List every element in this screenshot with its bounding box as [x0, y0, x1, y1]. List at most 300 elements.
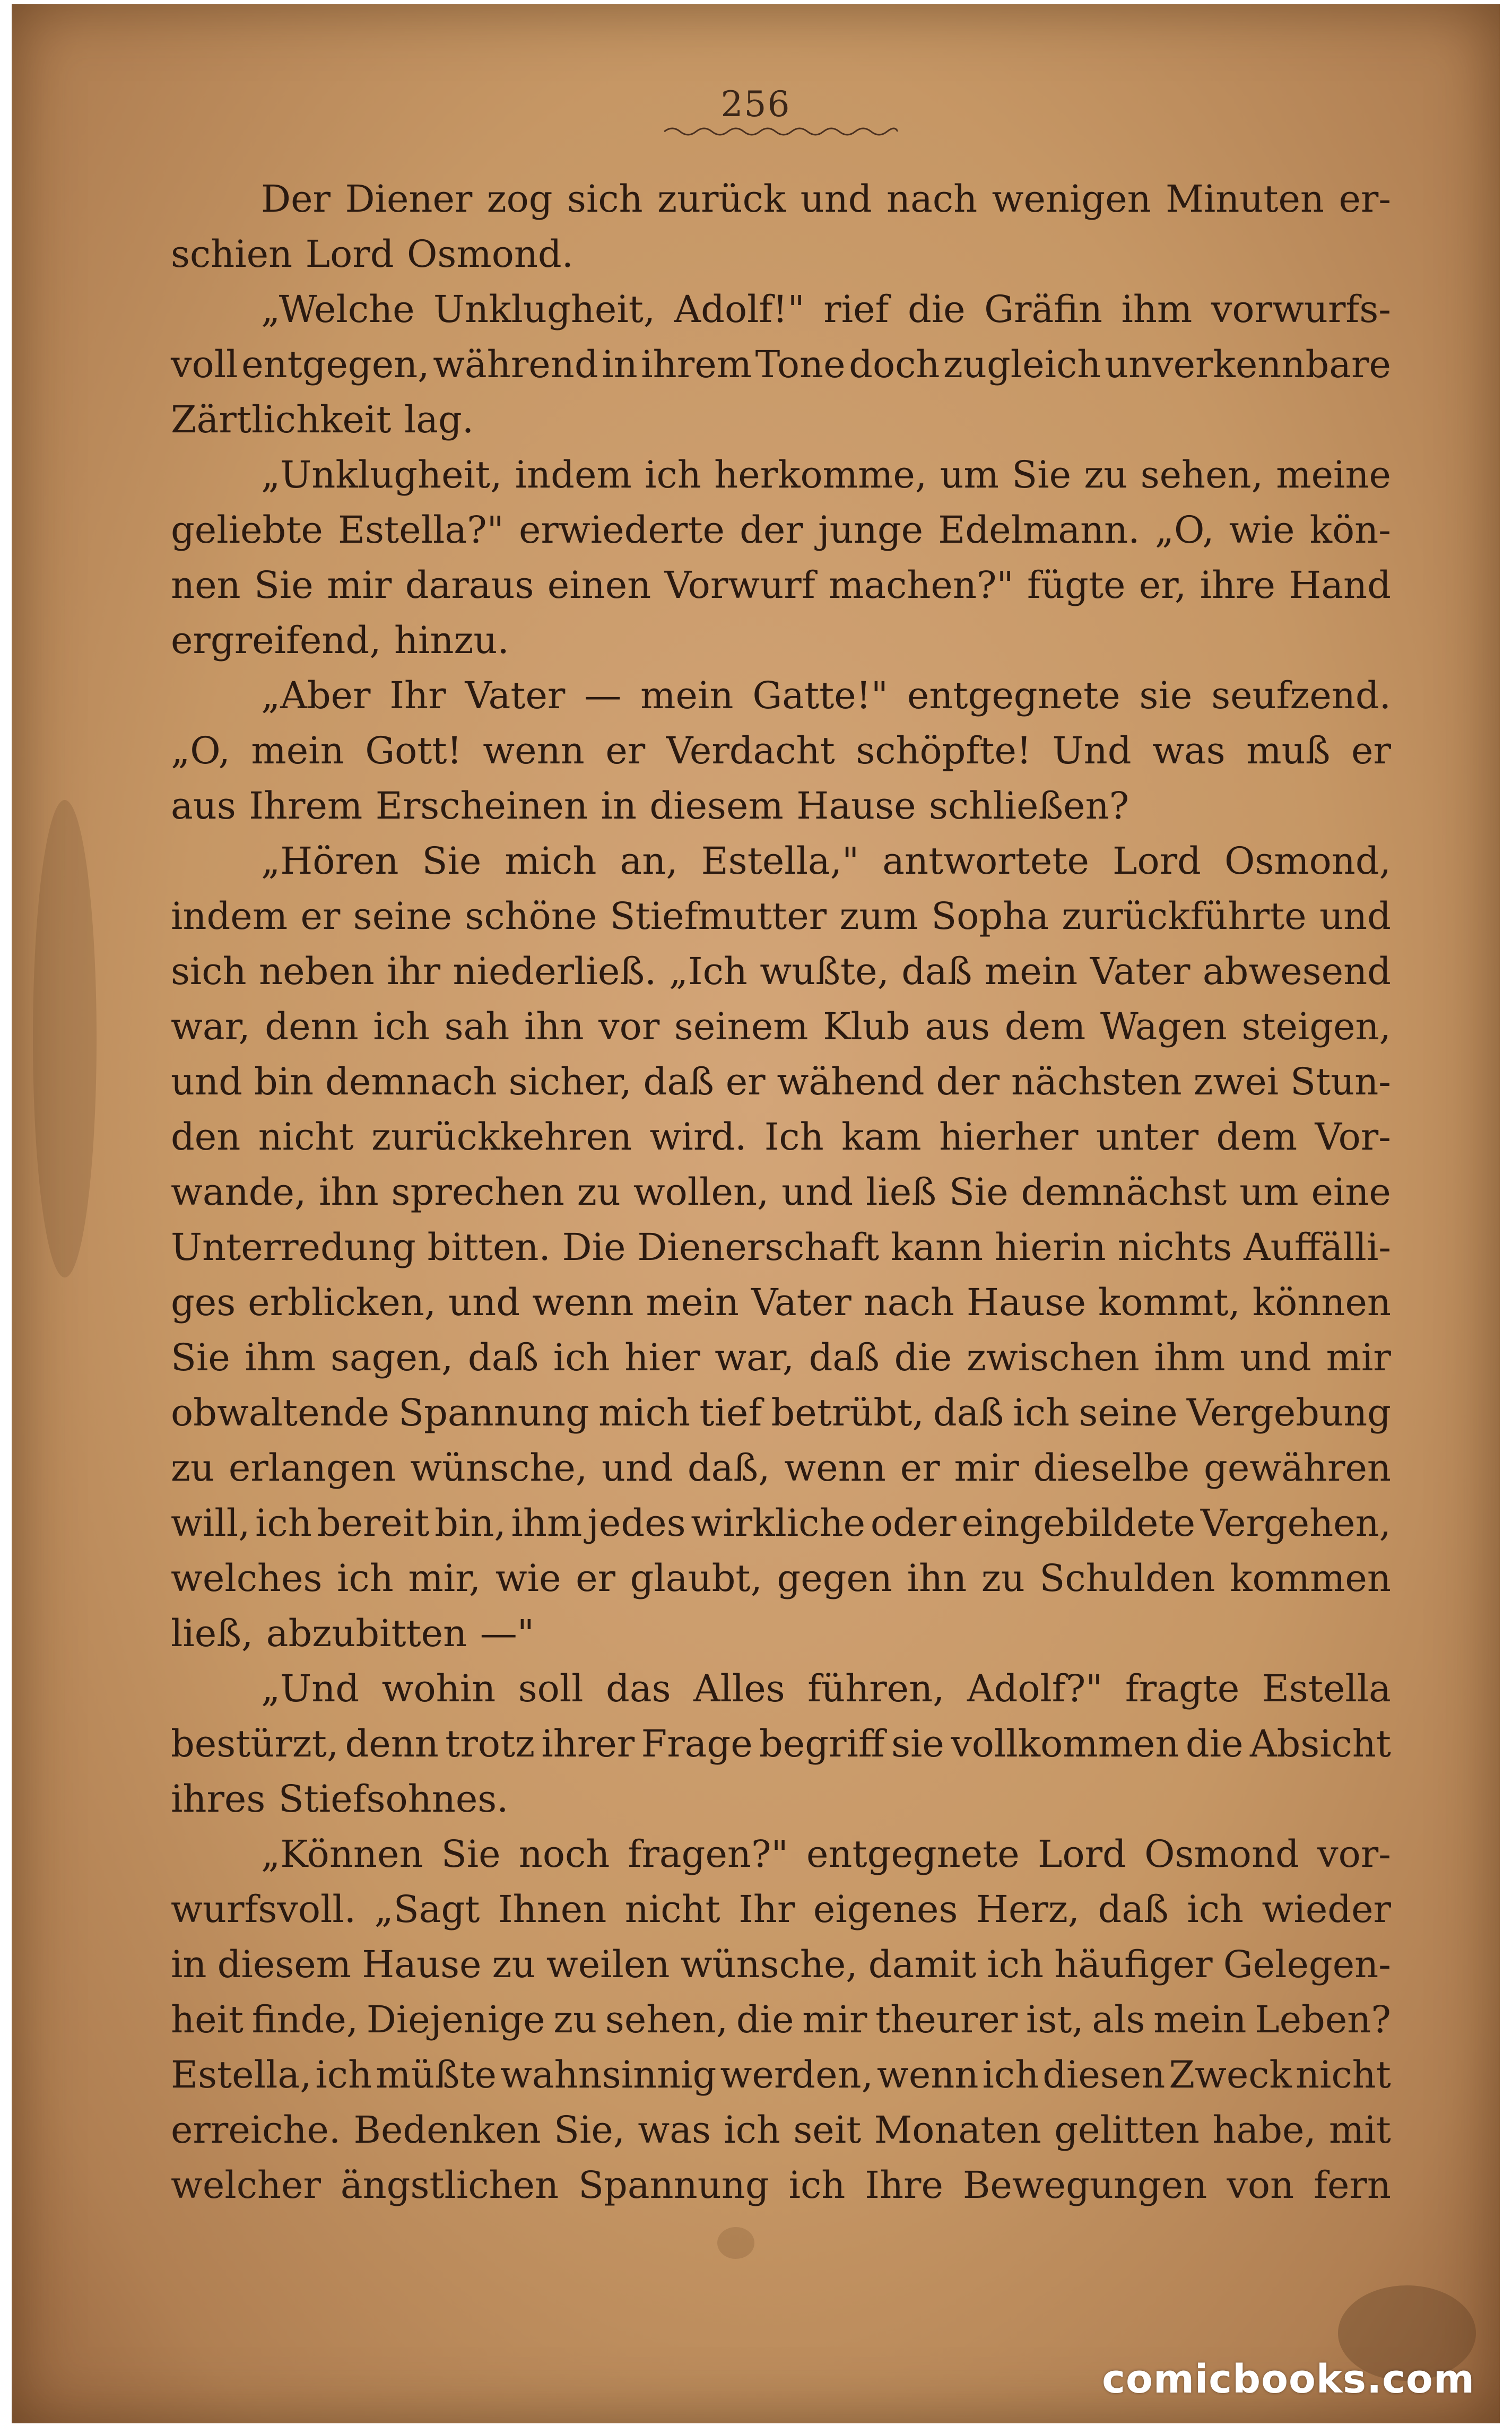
word: diesem	[649, 784, 784, 828]
word: Ich	[764, 1115, 824, 1159]
word: Adolf!"	[674, 288, 805, 331]
word: Hause	[362, 1943, 482, 1986]
word: ihn	[524, 1005, 584, 1048]
word: Vor-	[1315, 1115, 1391, 1159]
word: Vorwurf	[664, 563, 815, 607]
word: diesen	[1042, 2053, 1166, 2097]
word: in	[171, 1943, 207, 1986]
word: wie	[495, 1556, 561, 1600]
word: bitten.	[427, 1225, 551, 1269]
text-line	[171, 1882, 1391, 1937]
word: vor	[598, 1005, 660, 1048]
word: mein	[984, 950, 1078, 993]
word: der	[936, 1060, 1000, 1103]
word: vor-	[1317, 1832, 1391, 1876]
word: oder	[870, 1501, 957, 1545]
word: daß	[809, 1336, 880, 1379]
word: nach	[887, 177, 978, 221]
word: Klub	[823, 1005, 910, 1048]
word: das	[606, 1667, 671, 1710]
word: ihn	[907, 1556, 967, 1600]
text-line	[171, 1440, 1391, 1495]
word: entgegen,	[241, 343, 430, 386]
word: ihre	[1200, 563, 1275, 607]
word: Die	[562, 1225, 626, 1269]
word: schließen?	[929, 784, 1129, 828]
word: kam	[841, 1115, 922, 1159]
word: unverkennbare	[1104, 343, 1391, 386]
word: „Sagt	[374, 1888, 480, 1931]
word: hinzu.	[394, 619, 509, 662]
text-line	[171, 778, 1391, 833]
word: führen,	[807, 1667, 945, 1710]
word: daß	[933, 1391, 1004, 1434]
word: um	[1239, 1170, 1299, 1214]
word: die	[1185, 1722, 1244, 1766]
word: zu	[171, 1446, 214, 1490]
word: welcher	[171, 2163, 321, 2207]
word: ich	[788, 2163, 846, 2207]
word: demnächst	[1021, 1170, 1227, 1214]
word: zog	[486, 177, 553, 221]
word: Herz,	[976, 1888, 1080, 1931]
word: Edelmann.	[938, 508, 1140, 552]
word: nen	[171, 563, 241, 607]
word: Sie	[171, 1336, 230, 1379]
word: gewähren	[1204, 1446, 1391, 1490]
word: bin,	[435, 1501, 506, 1545]
word: müßte	[376, 2053, 497, 2097]
word: ließ,	[171, 1612, 254, 1655]
word: heit	[171, 1998, 244, 2041]
word: „Ich	[668, 950, 748, 993]
word: und	[448, 1281, 520, 1324]
word: will,	[171, 1501, 250, 1545]
word: mein	[251, 729, 344, 772]
page-number: 256	[720, 84, 791, 125]
word: zurück	[657, 177, 786, 221]
word: Alles	[693, 1667, 785, 1710]
word: wurfsvoll.	[171, 1888, 357, 1931]
word: erwiederte	[519, 508, 725, 552]
text-line	[171, 392, 1391, 447]
word: Sie	[254, 563, 314, 607]
word: ergreifend,	[171, 619, 381, 662]
word: sprechen	[391, 1170, 564, 1214]
word: zurückkehren	[371, 1115, 632, 1159]
word: antwortete	[882, 839, 1089, 883]
word: mit	[1329, 2108, 1391, 2152]
word: in	[601, 784, 637, 828]
word: Estella,	[171, 2053, 312, 2097]
text-line	[171, 2158, 1391, 2213]
word: begriff	[759, 1722, 885, 1766]
word: mir,	[408, 1556, 481, 1600]
word: fern	[1314, 2163, 1391, 2207]
word: seufzend.	[1211, 674, 1391, 717]
text-line	[171, 723, 1391, 778]
text-line	[171, 337, 1391, 392]
word: lag.	[404, 398, 474, 441]
word: —	[584, 674, 622, 717]
word: wünsche,	[680, 1943, 858, 1986]
word: von	[1227, 2163, 1294, 2207]
word: wenn	[532, 1281, 634, 1324]
word: was	[638, 2108, 711, 2152]
book-page	[12, 4, 1500, 2423]
word: hierher	[939, 1115, 1079, 1159]
word: niederließ.	[453, 950, 657, 993]
word: wenn	[483, 729, 585, 772]
word: Tone	[755, 343, 846, 386]
word: entgegnete	[806, 1832, 1020, 1876]
word: „Aber	[261, 674, 371, 717]
word: weilen	[546, 1943, 670, 1986]
word: ängstlichen	[340, 2163, 559, 2207]
word: daß	[1098, 1888, 1169, 1931]
word: Vater	[751, 1281, 851, 1324]
word: was	[1152, 729, 1226, 772]
word: wenigen	[992, 177, 1151, 221]
body-text	[171, 171, 1391, 2213]
word: diesem	[217, 1943, 352, 1986]
word: können	[1252, 1281, 1391, 1324]
word: erlangen	[228, 1446, 396, 1490]
word: eingebildete	[961, 1501, 1196, 1545]
word: ich	[1187, 1888, 1244, 1931]
word: sie	[891, 1722, 944, 1766]
word: kommt,	[1098, 1281, 1240, 1324]
word: muß	[1246, 729, 1331, 772]
word: kön-	[1309, 508, 1391, 552]
word: daß,	[687, 1446, 770, 1490]
word: Lord	[1112, 839, 1201, 883]
word: zu	[553, 1998, 597, 2041]
word: ich	[645, 453, 701, 497]
word: indem	[171, 894, 288, 938]
word: demnach	[325, 1060, 497, 1103]
word: zu	[981, 1556, 1025, 1600]
text-line	[171, 502, 1391, 558]
word: wohin	[381, 1667, 496, 1710]
word: unter	[1096, 1115, 1199, 1159]
word: Stiefmutter	[610, 894, 827, 938]
word: Sie	[441, 1832, 501, 1876]
word: die	[736, 1998, 794, 2041]
word: nicht	[624, 1888, 720, 1931]
word: werden,	[720, 2053, 873, 2097]
word: kann	[890, 1225, 984, 1269]
word: gegen	[777, 1556, 893, 1600]
word: sie	[1139, 674, 1193, 717]
text-line	[171, 558, 1391, 613]
word: sich	[567, 177, 643, 221]
word: war,	[171, 1005, 250, 1048]
text-line	[171, 1827, 1391, 1882]
word: Monaten	[874, 2108, 1041, 2152]
word: voll	[171, 343, 238, 386]
word: Vater	[1090, 950, 1191, 993]
text-line	[171, 1992, 1391, 2047]
word: er	[725, 1060, 766, 1103]
word: hierin	[994, 1225, 1106, 1269]
text-line	[171, 668, 1391, 723]
word: sich	[171, 950, 247, 993]
word: ihm	[245, 1336, 316, 1379]
word: „Können	[261, 1832, 423, 1876]
word: Ihrem	[249, 784, 363, 828]
word: zurückführte	[1062, 894, 1307, 938]
word: rief	[823, 288, 889, 331]
word: betrübt,	[771, 1391, 924, 1434]
word: junge	[818, 508, 924, 552]
word: Diener	[345, 177, 473, 221]
word: vollkommen	[951, 1722, 1179, 1766]
word: Unterredung	[171, 1225, 416, 1269]
word: schöne	[465, 894, 597, 938]
word: Osmond	[1144, 1832, 1299, 1876]
word: wieder	[1262, 1888, 1391, 1931]
word: Hand	[1289, 563, 1391, 607]
word: damit	[868, 1943, 977, 1986]
ornament-rule-icon	[664, 125, 898, 138]
word: welches	[171, 1556, 323, 1600]
text-line	[171, 171, 1391, 227]
word: ich	[1013, 1391, 1070, 1434]
word: daraus	[405, 563, 534, 607]
word: mir	[1326, 1336, 1391, 1379]
word: gelitten	[1054, 2108, 1200, 2152]
word: ges	[171, 1281, 236, 1324]
word: und	[602, 1446, 673, 1490]
word: Sie	[422, 839, 482, 883]
word: und	[800, 177, 872, 221]
word: er,	[1139, 563, 1187, 607]
word: ihm	[511, 1501, 583, 1545]
word: Vater	[465, 674, 566, 717]
text-line	[171, 944, 1391, 999]
word: entgegnete	[907, 674, 1120, 717]
word: Absicht	[1249, 1722, 1391, 1766]
word: ist,	[1026, 1998, 1084, 2041]
word: nicht	[1295, 2053, 1391, 2097]
word: ihr	[387, 950, 441, 993]
word: Stun-	[1290, 1060, 1391, 1103]
text-line	[171, 1054, 1391, 1109]
word: die	[907, 288, 966, 331]
word: ihres	[171, 1777, 266, 1821]
word: Erscheinen	[375, 784, 588, 828]
word: fügte	[1027, 563, 1126, 607]
word: daß	[643, 1060, 714, 1103]
word: Sie	[1012, 453, 1072, 497]
word: noch	[518, 1832, 610, 1876]
word: wirkliche	[691, 1501, 865, 1545]
text-line	[171, 1385, 1391, 1440]
word: Sie	[949, 1170, 1009, 1214]
word: erblicken,	[248, 1281, 437, 1324]
word: dieselbe	[1033, 1446, 1190, 1490]
word: ich	[315, 2053, 372, 2097]
text-line	[171, 2102, 1391, 2158]
word: Frage	[641, 1722, 753, 1766]
word: —"	[480, 1612, 534, 1655]
word: nichts	[1117, 1225, 1232, 1269]
word: eigenes	[813, 1888, 958, 1931]
word: er	[605, 729, 646, 772]
word: ich	[553, 1336, 610, 1379]
word: Vergehen,	[1200, 1501, 1391, 1545]
word: neben	[258, 950, 375, 993]
text-line	[171, 447, 1391, 502]
word: er	[576, 1556, 615, 1600]
page-stain	[717, 2227, 754, 2259]
word: Diejenige	[366, 1998, 545, 2041]
word: bereit	[317, 1501, 430, 1545]
word: Sopha	[931, 894, 1049, 938]
word: mir	[954, 1446, 1019, 1490]
word: mich	[598, 1391, 691, 1434]
word: geliebte	[171, 508, 323, 552]
word: Hause	[966, 1281, 1087, 1324]
word: glaubt,	[630, 1556, 762, 1600]
word: nicht	[258, 1115, 354, 1159]
text-line	[171, 613, 1391, 668]
word: zu	[577, 1170, 621, 1214]
word: zu	[492, 1943, 536, 1986]
word: ich	[982, 2053, 1039, 2097]
word: an,	[620, 839, 678, 883]
text-line	[171, 889, 1391, 944]
word: Ihr	[738, 1888, 795, 1931]
word: er	[900, 1446, 940, 1490]
word: Estella,"	[701, 839, 859, 883]
word: die	[894, 1336, 952, 1379]
text-line	[171, 282, 1391, 337]
word: sehen,	[605, 1998, 728, 2041]
word: ich	[373, 1005, 430, 1048]
word: dem	[1004, 1005, 1086, 1048]
text-line	[171, 1330, 1391, 1385]
word: indem	[515, 453, 632, 497]
word: aus	[171, 784, 236, 828]
word: mein	[640, 674, 734, 717]
word: Gott!	[365, 729, 462, 772]
word: hier	[624, 1336, 700, 1379]
word: den	[171, 1115, 241, 1159]
word: zugleich	[943, 343, 1101, 386]
word: machen?"	[829, 563, 1014, 607]
word: bin	[254, 1060, 314, 1103]
word: kommen	[1230, 1556, 1391, 1600]
word: Bedenken	[353, 2108, 541, 2152]
word: ich	[724, 2108, 780, 2152]
word: schien	[171, 232, 293, 276]
word: Bewegungen	[962, 2163, 1207, 2207]
word: Osmond,	[1224, 839, 1391, 883]
word: er-	[1339, 177, 1391, 221]
word: soll	[518, 1667, 584, 1710]
text-line	[171, 999, 1391, 1054]
word: wie	[1229, 508, 1295, 552]
word: herkomme,	[714, 453, 927, 497]
word: wenn	[784, 1446, 886, 1490]
word: vorwurfs-	[1211, 288, 1391, 331]
word: abwesend	[1202, 950, 1391, 993]
word: sah	[444, 1005, 510, 1048]
word: ihn	[319, 1170, 379, 1214]
word: mich	[505, 839, 597, 883]
word: erreiche.	[171, 2108, 341, 2152]
word: war,	[715, 1336, 794, 1379]
word: er	[1351, 729, 1391, 772]
word: steigen,	[1241, 1005, 1391, 1048]
word: sehen,	[1140, 453, 1263, 497]
word: seit	[793, 2108, 862, 2152]
text-line	[171, 1495, 1391, 1551]
word: und	[1240, 1336, 1311, 1379]
watermark: comicbooks.com	[1102, 2356, 1475, 2402]
word: als	[1092, 1998, 1145, 2041]
word: Sie,	[553, 2108, 625, 2152]
text-line	[171, 1220, 1391, 1275]
word: Wagen	[1100, 1005, 1227, 1048]
word: Stiefsohnes.	[278, 1777, 509, 1821]
word: seinem	[674, 1005, 809, 1048]
text-line	[171, 1551, 1391, 1606]
word: dem	[1216, 1115, 1298, 1159]
word: Vergebung	[1186, 1391, 1391, 1434]
word: Verdacht	[666, 729, 835, 772]
word: um	[940, 453, 999, 497]
word: ihrem	[641, 343, 752, 386]
word: Auffälli-	[1244, 1225, 1391, 1269]
word: seine	[1079, 1391, 1178, 1434]
word: doch	[849, 343, 940, 386]
word: einen	[547, 563, 651, 607]
text-line	[171, 833, 1391, 889]
text-line	[171, 227, 1391, 282]
word: ich	[255, 1501, 312, 1545]
word: Ihre	[865, 2163, 943, 2207]
word: eine	[1311, 1170, 1391, 1214]
word: abzubitten	[266, 1612, 467, 1655]
word: Schulden	[1039, 1556, 1215, 1600]
word: „Unklugheit,	[261, 453, 502, 497]
word: nächsten	[1011, 1060, 1182, 1103]
word: „O,	[1154, 508, 1214, 552]
word: sagen,	[330, 1336, 454, 1379]
word: finde,	[251, 1998, 359, 2041]
text-line	[171, 1275, 1391, 1330]
text-line	[171, 1164, 1391, 1220]
word: der	[740, 508, 803, 552]
word: schöpfte!	[856, 729, 1032, 772]
text-line	[171, 2047, 1391, 2102]
word: Spannung	[398, 1391, 589, 1434]
word: zu	[1084, 453, 1128, 497]
word: ließ	[866, 1170, 936, 1214]
word: Estella	[1262, 1667, 1391, 1710]
text-line	[171, 1937, 1391, 1992]
word: Der	[261, 177, 331, 221]
text-line	[171, 1606, 1391, 1661]
word: trotz	[445, 1722, 535, 1766]
word: „O,	[171, 729, 230, 772]
word: und	[171, 1060, 242, 1103]
word: Und	[1052, 729, 1132, 772]
word: denn	[265, 1005, 359, 1048]
